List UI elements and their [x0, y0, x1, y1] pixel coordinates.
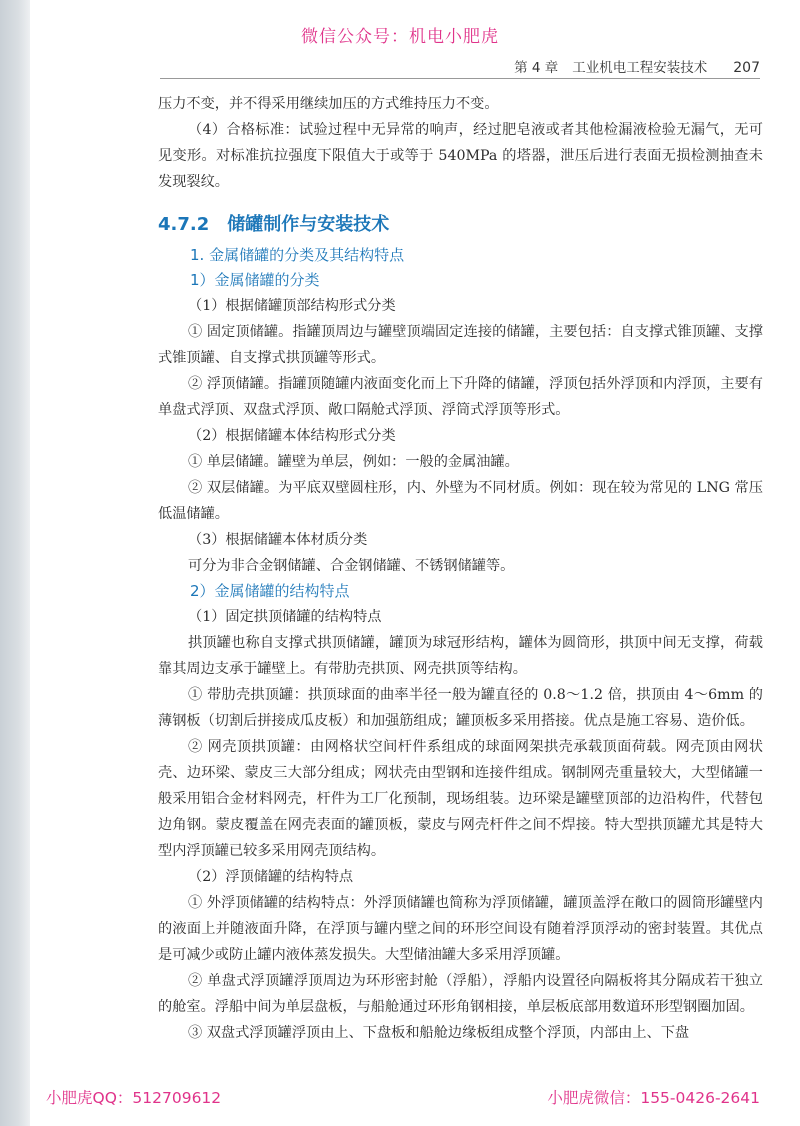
paragraph: ① 外浮顶储罐的结构特点：外浮顶储罐也简称为浮顶储罐，罐顶盖浮在敞口的圆筒形罐壁内的液面上并随液面升降，在浮顶与罐内壁之间的环形空间设有随着浮顶浮动的密封装置。其优点是可减少或防止罐内液体蒸发损失。大型储油罐大多采用浮顶罐。 [158, 895, 763, 963]
paragraph: ② 单盘式浮顶罐浮顶周边为环形密封舱（浮船），浮船内设置径向隔板将其分隔成若干独立的舱室。浮船中间为单层盘板，与船舱通过环形角钢相接，单层板底部用数道环形型钢圈加固。 [158, 973, 763, 1015]
paragraph: ① 固定顶储罐。指罐顶周边与罐壁顶端固定连接的储罐，主要包括：自支撑式锥顶罐、支撑式锥顶罐、自支撑式拱顶罐等形式。 [158, 324, 763, 366]
paragraph: 拱顶罐也称自支撑式拱顶储罐，罐顶为球冠形结构，罐体为圆筒形，拱顶中间无支撑，荷载靠其周边支承于罐壁上。有带肋壳拱顶、网壳拱顶等结构。 [158, 635, 763, 677]
paragraph: （1）根据储罐顶部结构形式分类 [188, 298, 396, 314]
page-number: 207 [733, 60, 760, 76]
paragraph: （2）浮顶储罐的结构特点 [188, 869, 354, 885]
watermark-wechat: 小肥虎微信：155-0426-2641 [547, 1089, 760, 1107]
chapter-number: 第 4 章 [514, 60, 559, 76]
section-heading [158, 212, 763, 238]
page-edge-strip [0, 0, 30, 1126]
running-head [514, 56, 760, 76]
subheading-level2: 1）金属储罐的分类 [190, 271, 320, 289]
page-body [158, 91, 763, 1046]
paragraph: ② 浮顶储罐。指罐顶随罐内液面变化而上下升降的储罐，浮顶包括外浮顶和内浮顶，主要有单盘式浮顶、双盘式浮顶、敞口隔舱式浮顶、浮筒式浮顶等形式。 [158, 376, 763, 418]
paragraph: （1）固定拱顶储罐的结构特点 [188, 609, 382, 625]
section-number: 4.7.2 [158, 214, 210, 235]
paragraph: （4）合格标准：试验过程中无异常的响声，经过肥皂液或者其他检漏液检验无漏气，无可见变形。对标准抗拉强度下限值大于或等于 540MPa 的塔器，泄压后进行表面无损检测抽查未发现裂纹。 [158, 122, 763, 190]
paragraph: ③ 双盘式浮顶罐浮顶由上、下盘板和船舱边缘板组成整个浮顶，内部由上、下盘 [188, 1025, 690, 1041]
subheading-level2: 2）金属储罐的结构特点 [190, 582, 350, 600]
paragraph: ② 网壳顶拱顶罐：由网格状空间杆件系组成的球面网架拱壳承载顶面荷载。网壳顶由网状壳、边环梁、蒙皮三大部分组成；网状壳由型钢和连接件组成。钢制网壳重量较大，大型储罐一般采用铝合金材料网壳，杆件为工厂化预制，现场组装。边环梁是罐壁顶部的边沿构件，代替包边角钢。蒙皮覆盖在网壳表面的罐顶板，蒙皮与网壳杆件之间不焊接。特大型拱顶罐尤其是特大型内浮顶罐已较多采用网壳顶结构。 [158, 739, 763, 859]
watermark-qq: 小肥虎QQ：512709612 [46, 1089, 222, 1107]
paragraph: （2）根据储罐本体结构形式分类 [188, 428, 396, 444]
subheading-level1: 1. 金属储罐的分类及其结构特点 [190, 246, 405, 264]
paragraph: ① 单层储罐。罐壁为单层，例如：一般的金属油罐。 [188, 454, 519, 470]
header-rule [160, 78, 760, 79]
paragraph: 压力不变，并不得采用继续加压的方式维持压力不变。 [158, 96, 499, 112]
paragraph: （3）根据储罐本体材质分类 [188, 532, 368, 548]
paragraph: 可分为非合金钢储罐、合金钢储罐、不锈钢储罐等。 [188, 558, 515, 574]
paragraph: ② 双层储罐。为平底双壁圆柱形，内、外壁为不同材质。例如：现在较为常见的 LNG 常压低温储罐。 [158, 480, 763, 522]
chapter-title: 工业机电工程安装技术 [572, 60, 708, 76]
paragraph: ① 带肋壳拱顶罐：拱顶球面的曲率半径一般为罐直径的 0.8～1.2 倍，拱顶由 4～6mm 的薄钢板（切割后拼接成瓜皮板）和加强筋组成；罐顶板多采用搭接。优点是施工容易、造价低。 [158, 687, 763, 729]
watermark-top: 微信公众号：机电小肥虎 [301, 27, 499, 47]
section-title: 储罐制作与安装技术 [227, 214, 390, 235]
